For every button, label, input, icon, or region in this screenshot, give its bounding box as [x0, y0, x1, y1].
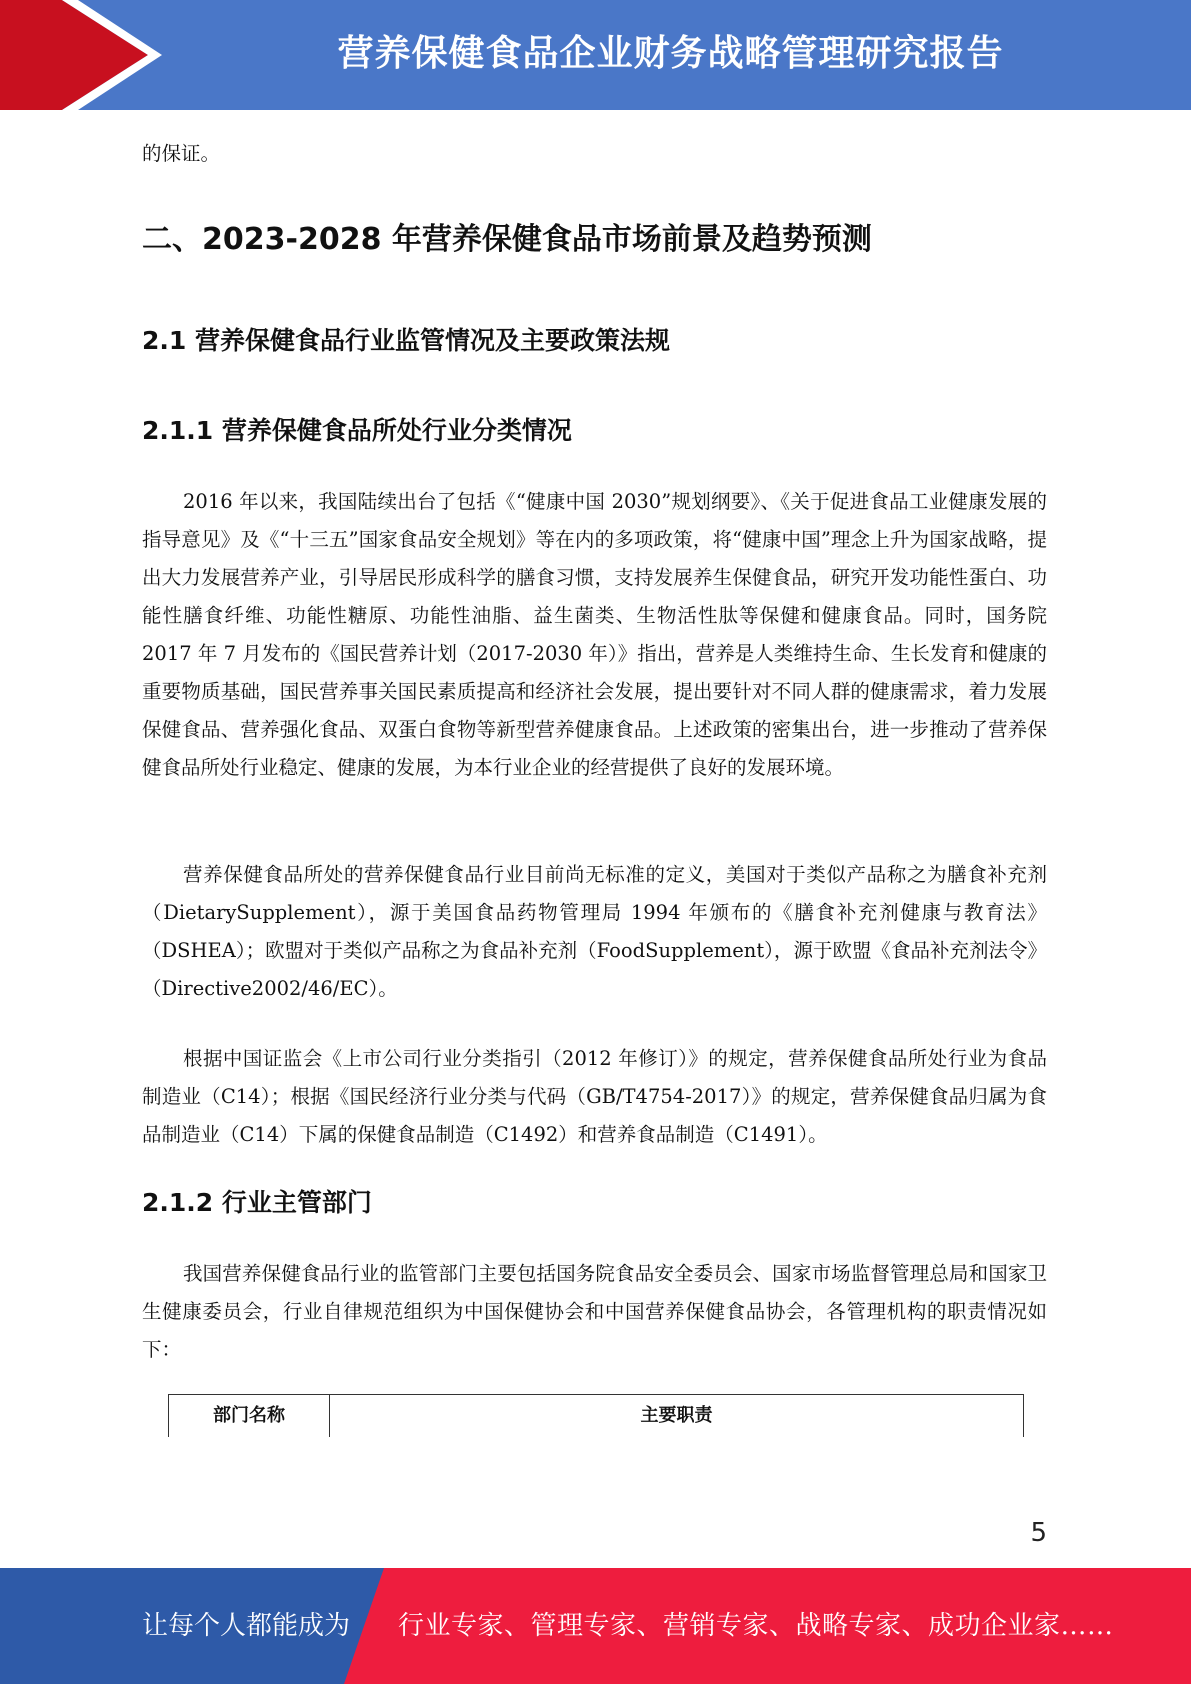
footer-banner	[0, 1568, 1191, 1684]
header-banner	[0, 0, 1191, 110]
paragraph-definition: 营养保健食品所处的营养保健食品行业目前尚无标准的定义，美国对于类似产品称之为膳食补充剂（DietarySupplement），源于美国食品药物管理局 1994 年颁布的《膳食补充剂健康与教育法》（DSHEA）；欧盟对于类似产品称之为食品补充剂（FoodSupplement），源于欧盟《食品补充剂法令》（Directive2002/46/EC）。	[142, 863, 1047, 1000]
report-title: 营养保健食品企业财务战略管理研究报告	[337, 33, 1004, 74]
footer-slogan-left: 让每个人都能成为	[142, 1611, 351, 1641]
subsection-2-1-2-heading: 2.1.2 行业主管部门	[142, 1188, 372, 1217]
subsection-2-1-heading: 2.1 营养保健食品行业监管情况及主要政策法规	[142, 326, 670, 355]
intro-tail-text: 的保证。	[142, 142, 221, 165]
page-number: 5	[1030, 1518, 1047, 1548]
footer-slogan-right: 行业专家、管理专家、营销专家、战略专家、成功企业家……	[398, 1611, 1114, 1641]
table-header-department: 部门名称	[169, 1395, 330, 1437]
regulators-table	[168, 1394, 1024, 1437]
paragraph-policy: 2016 年以来，我国陆续出台了包括《“健康中国 2030”规划纲要》、《关于促进食品工业健康发展的指导意见》及《“十三五”国家食品安全规划》等在内的多项政策，将“健康中国”理念上升为国家战略，提出大力发展营养产业，引导居民形成科学的膳食习惯，支持发展养生保健食品，研究开发功能性蛋白、功能性膳食纤维、功能性糖原、功能性油脂、益生菌类、生物活性肽等保健和健康食品。同时，国务院 2017 年 7 月发布的《国民营养计划（2017-2030 年）》指出，营养是人类维持生命、生长发育和健康的重要物质基础，国民营养事关国民素质提高和经济社会发展，提出要针对不同人群的健康需求，着力发展保健食品、营养强化食品、双蛋白食物等新型营养健康食品。上述政策的密集出台，进一步推动了营养保健食品所处行业稳定、健康的发展，为本行业企业的经营提供了良好的发展环境。	[142, 490, 1047, 779]
paragraph-regulators: 我国营养保健食品行业的监管部门主要包括国务院食品安全委员会、国家市场监督管理总局和国家卫生健康委员会，行业自律规范组织为中国保健协会和中国营养保健食品协会，各管理机构的职责情况如下：	[142, 1262, 1047, 1361]
subsection-2-1-1-heading: 2.1.1 营养保健食品所处行业分类情况	[142, 416, 572, 445]
paragraph-classification: 根据中国证监会《上市公司行业分类指引（2012 年修订）》的规定，营养保健食品所处行业为食品制造业（C14）；根据《国民经济行业分类与代码（GB/T4754-2017）》的规定，营养保健食品归属为食品制造业（C14）下属的保健食品制造（C1492）和营养食品制造（C1491）。	[142, 1047, 1047, 1146]
section-title: 二、2023-2028 年营养保健食品市场前景及趋势预测	[142, 222, 872, 257]
table-header-responsibilities: 主要职责	[640, 1405, 713, 1426]
